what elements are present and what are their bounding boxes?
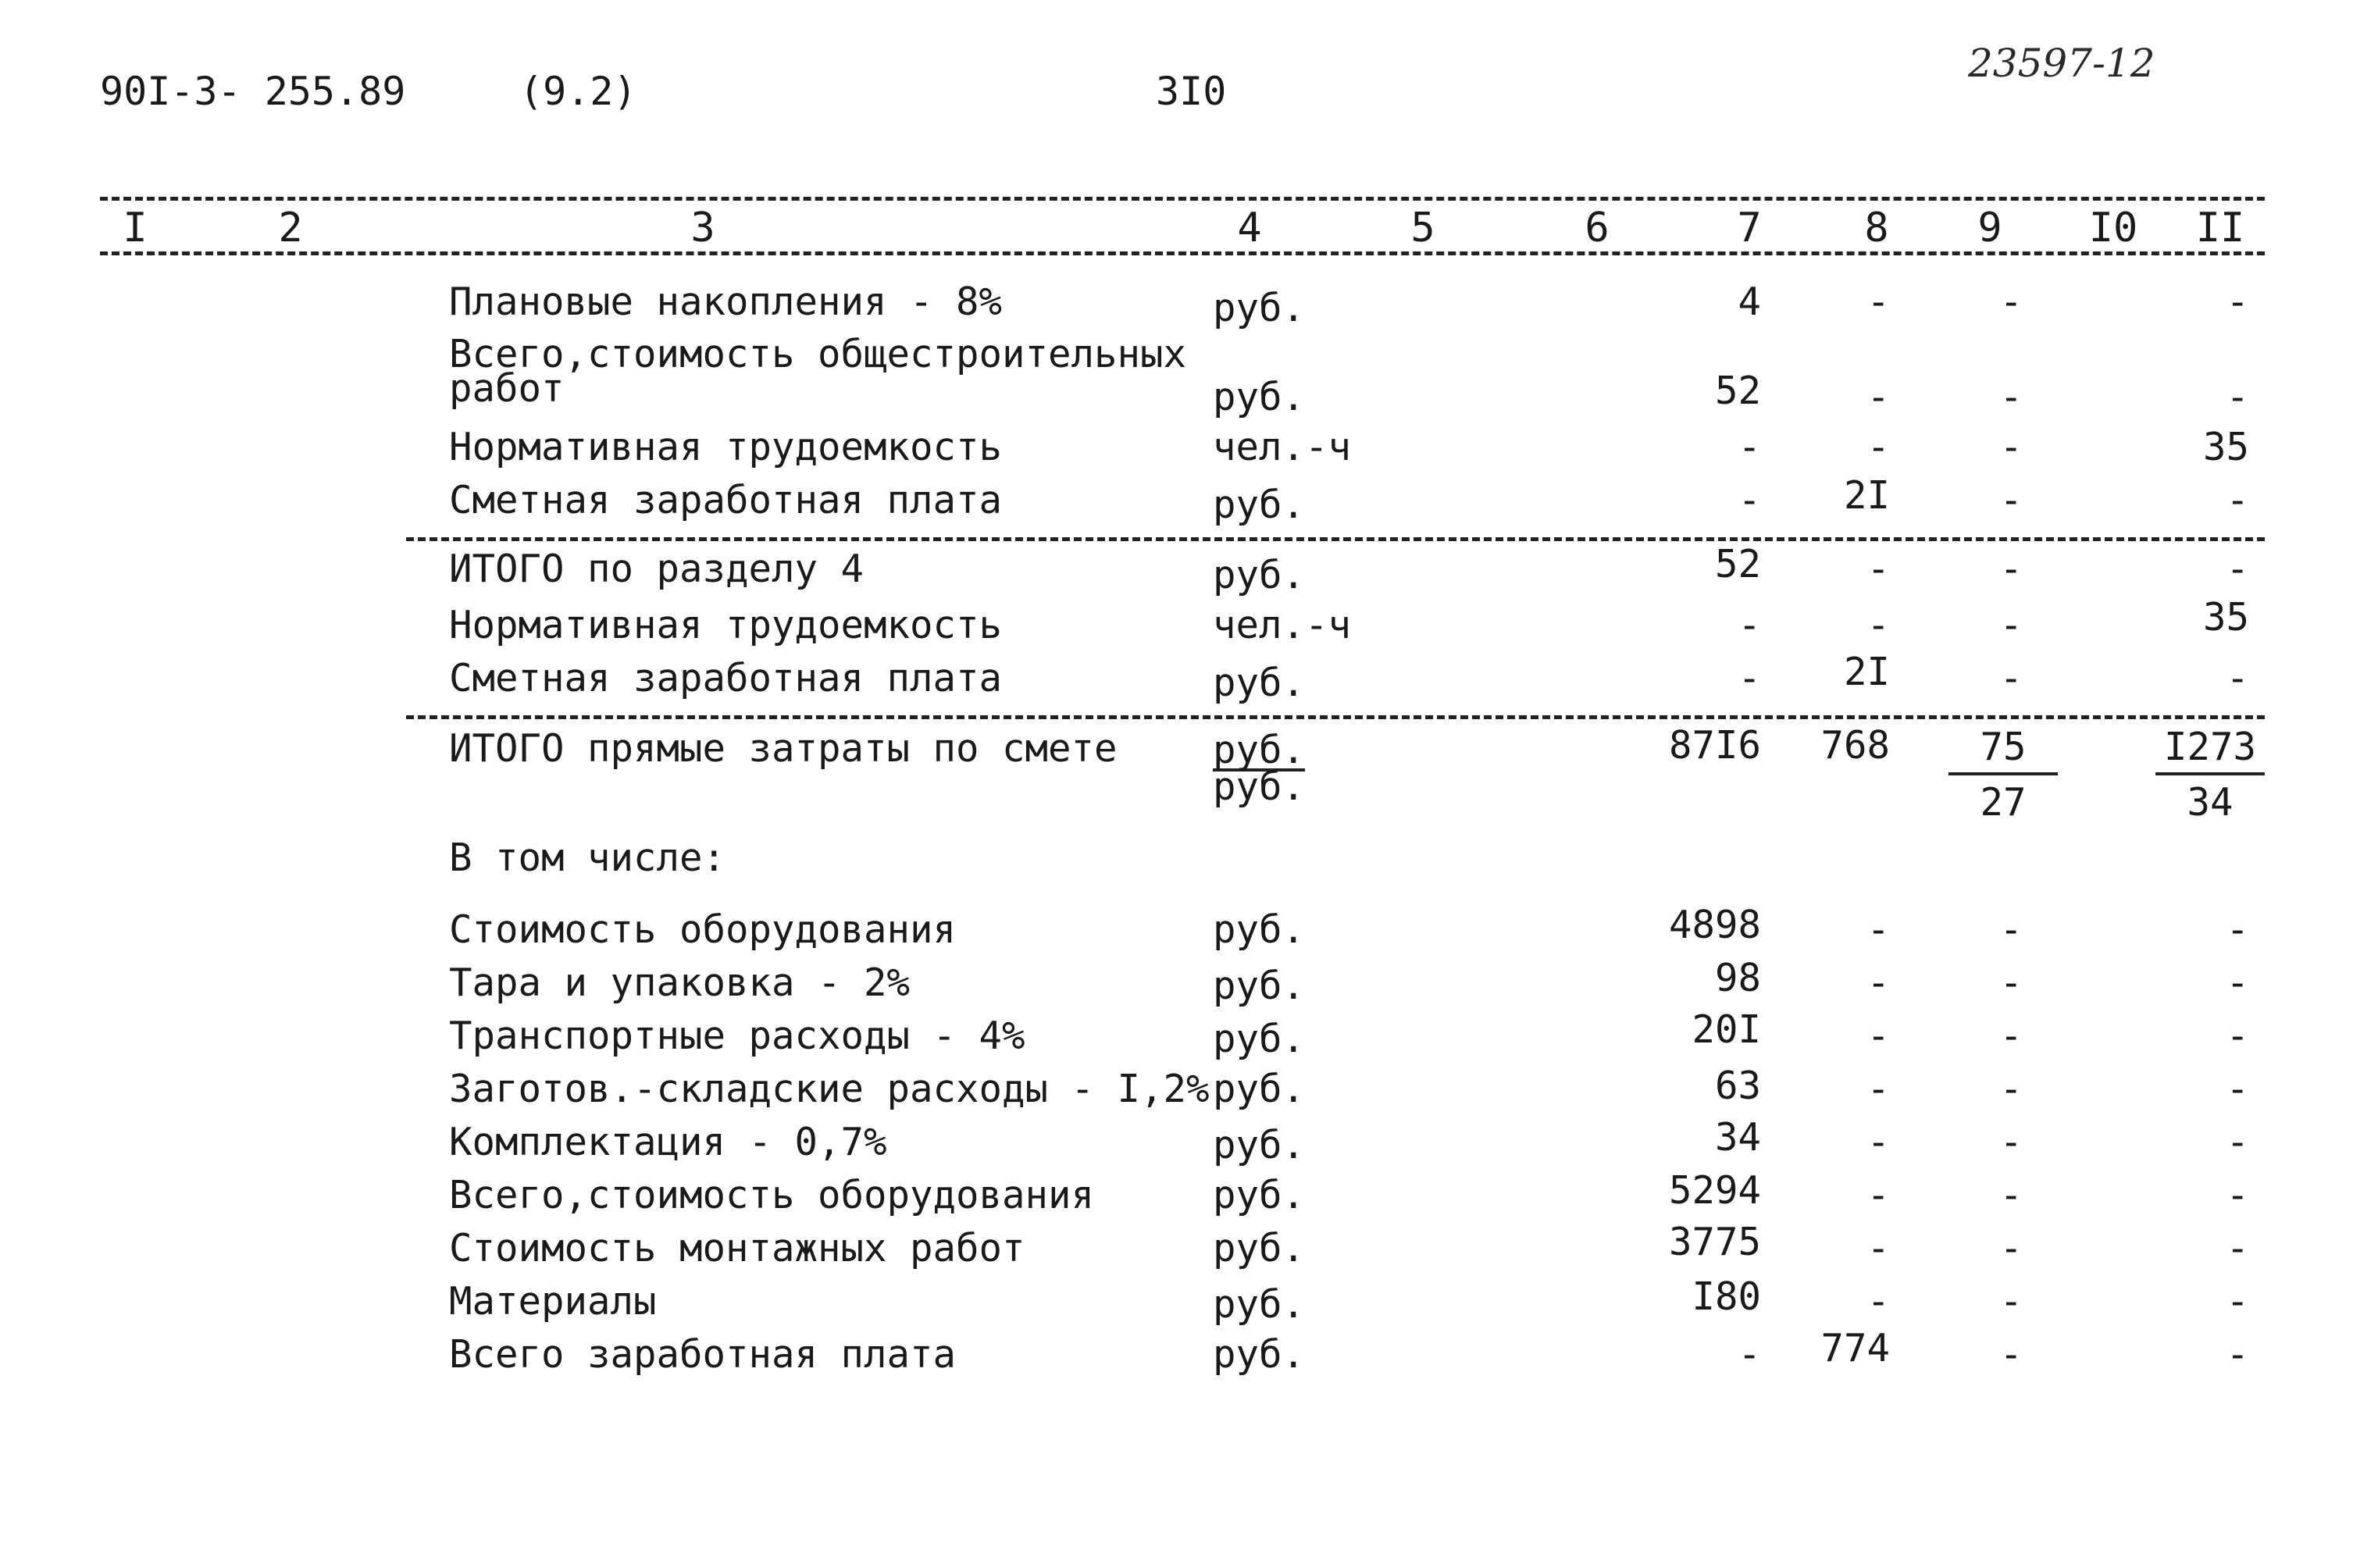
cell-col8: - — [1866, 280, 1890, 324]
totals-description: ИТОГО прямые затраты по смете — [449, 726, 1118, 771]
cell-col8: - — [1866, 1226, 1890, 1270]
col-9-label: 9 — [1977, 205, 2002, 251]
col-8-label: 8 — [1864, 205, 1889, 251]
row-unit: руб. — [1213, 1017, 1306, 1061]
cell-col11: - — [2226, 1279, 2249, 1324]
table-row — [0, 1168, 2353, 1228]
cell-col11: 35 — [2202, 595, 2249, 640]
table-row — [0, 1274, 2353, 1334]
cell-col9: - — [1999, 280, 2023, 324]
cell-col8: 2I — [1843, 650, 1890, 694]
row-description: Транспортные расходы - 4% — [449, 1014, 1025, 1058]
cell-col11: - — [2226, 478, 2249, 522]
cell-col7: 63 — [1714, 1064, 1761, 1108]
cell-col8: 2I — [1843, 473, 1890, 518]
cell-col9: - — [1999, 547, 2023, 591]
totals-unit-fraction — [1213, 728, 1306, 809]
cell-col7: I80 — [1692, 1274, 1761, 1319]
table-row — [0, 1220, 2353, 1281]
row-unit: руб. — [1213, 483, 1306, 527]
cell-col9: - — [1999, 656, 2023, 700]
cell-col7: 4 — [1738, 280, 1761, 324]
cell-col7: - — [1738, 1332, 1761, 1377]
cell-col11: - — [2226, 1332, 2249, 1377]
table-row — [0, 542, 2353, 601]
table-row — [0, 1326, 2353, 1387]
table-row — [0, 1007, 2353, 1068]
row-description: Плановые накопления - 8% — [449, 280, 1003, 324]
header-bottom-rule — [100, 251, 2265, 255]
table-row — [0, 280, 2353, 334]
cell-col7: 34 — [1714, 1115, 1761, 1160]
cell-col7: 5294 — [1668, 1168, 1761, 1213]
cell-col7: 20I — [1692, 1007, 1761, 1052]
row-unit: руб. — [1213, 964, 1306, 1008]
table-row — [0, 903, 2353, 962]
cell-col9: - — [1999, 907, 2023, 952]
cell-col8: 774 — [1820, 1326, 1890, 1370]
table-row — [0, 956, 2353, 1015]
cell-col9: - — [1999, 425, 2023, 469]
row-unit: руб. — [1213, 1282, 1306, 1327]
row-description: Сметная заработная плата — [449, 656, 1003, 700]
cell-col9: - — [1999, 1226, 2023, 1270]
table-row — [0, 1064, 2353, 1121]
document-code: 90I-3- 255.89 — [100, 69, 406, 114]
totals-row — [0, 723, 2353, 825]
cell-col8: - — [1866, 547, 1890, 591]
cell-col7: - — [1738, 656, 1761, 700]
col-2-label: 2 — [278, 205, 303, 251]
row-description: Тара и упаковка - 2% — [449, 960, 911, 1005]
row-unit: руб. — [1213, 661, 1306, 705]
col-4-label: 4 — [1237, 205, 1262, 251]
row-description: Материалы — [449, 1279, 657, 1324]
cell-col11: - — [2226, 907, 2249, 952]
row-unit: руб. — [1213, 1123, 1306, 1167]
header-top-rule — [100, 197, 2265, 201]
section-divider — [406, 715, 2265, 719]
col-10-label: I0 — [2088, 205, 2138, 251]
cell-col11: - — [2226, 280, 2249, 324]
row-description — [449, 332, 1187, 411]
archive-number: 23597-12 — [1968, 41, 2155, 86]
cell-col9: - — [1999, 960, 2023, 1005]
cell-col9: - — [1999, 603, 2023, 647]
cell-col7: - — [1738, 603, 1761, 647]
cell-col11: - — [2226, 1067, 2249, 1111]
cell-col11: - — [2226, 547, 2249, 591]
col-11-label: II — [2195, 205, 2245, 251]
col-1-label: I — [123, 205, 148, 251]
cell-col9: - — [1999, 1014, 2023, 1058]
table-row — [0, 425, 2353, 479]
cell-col11: - — [2226, 1120, 2249, 1164]
col9-denominator: 27 — [1980, 780, 2027, 825]
col11-numerator: I273 — [2155, 725, 2265, 775]
cell-col9: - — [1999, 1173, 2023, 1217]
row-unit: руб. — [1213, 907, 1306, 952]
table-row — [0, 650, 2353, 711]
cell-col11: - — [2226, 1226, 2249, 1270]
row-unit: руб. — [1213, 1226, 1306, 1270]
cell-col9: - — [1999, 375, 2023, 419]
cell-col9: - — [1999, 1067, 2023, 1111]
col9-numerator: 75 — [1948, 725, 2058, 775]
cell-col7: 52 — [1714, 542, 1761, 586]
row-description: Стоимость монтажных работ — [449, 1226, 1025, 1270]
totals-unit-top: руб. — [1213, 728, 1306, 772]
cell-col11-fraction — [2155, 725, 2265, 825]
cell-col8: - — [1866, 1173, 1890, 1217]
cell-col9: - — [1999, 1332, 2023, 1377]
col11-denominator: 34 — [2187, 780, 2234, 825]
section-number: (9.2) — [519, 69, 637, 114]
row-description: Всего заработная плата — [449, 1332, 957, 1377]
row-unit: руб. — [1213, 1332, 1306, 1377]
row-unit: чел.-ч — [1213, 603, 1352, 647]
table-row — [0, 595, 2353, 657]
row-unit: руб. — [1213, 286, 1306, 330]
cell-col9: - — [1999, 1120, 2023, 1164]
cell-col8: - — [1866, 1120, 1890, 1164]
cell-col8: - — [1866, 375, 1890, 419]
col-5-label: 5 — [1410, 205, 1435, 251]
cell-col8: - — [1866, 1014, 1890, 1058]
row-description: ИТОГО по разделу 4 — [449, 547, 865, 591]
cell-col9: - — [1999, 478, 2023, 522]
cell-col8: - — [1866, 1279, 1890, 1324]
row-unit: чел.-ч — [1213, 425, 1352, 469]
row-unit: руб. — [1213, 553, 1306, 597]
col-7-label: 7 — [1737, 205, 1762, 251]
cell-col8: - — [1866, 907, 1890, 952]
cell-col8: 768 — [1820, 723, 1890, 768]
row-description: Нормативная трудоемкость — [449, 425, 1003, 469]
cell-col11: - — [2226, 375, 2249, 419]
cell-col7: 4898 — [1668, 903, 1761, 947]
section-divider — [406, 537, 2265, 541]
cell-col7: - — [1738, 425, 1761, 469]
row-description-line: Всего,стоимость общестроительных работ — [449, 332, 1187, 411]
row-description: Нормативная трудоемкость — [449, 603, 1003, 647]
cell-col8: - — [1866, 960, 1890, 1005]
row-description: Стоимость оборудования — [449, 907, 957, 952]
cell-col7: - — [1738, 478, 1761, 522]
cell-col7: 98 — [1714, 956, 1761, 1000]
cell-col7: 52 — [1714, 369, 1761, 413]
table-row — [0, 1115, 2353, 1174]
row-unit: руб. — [1213, 375, 1306, 419]
cell-col8: - — [1866, 425, 1890, 469]
subheading-row — [0, 836, 2353, 890]
col-6-label: 6 — [1585, 205, 1610, 251]
cell-col11: 35 — [2202, 425, 2249, 469]
including-label: В том числе: — [449, 836, 726, 880]
page-number: 3I0 — [1156, 69, 1227, 114]
cell-col7: 3775 — [1668, 1220, 1761, 1264]
table-row — [0, 473, 2353, 533]
cell-col9: - — [1999, 1279, 2023, 1324]
col-3-label: 3 — [690, 205, 715, 251]
table-row — [0, 332, 2353, 419]
cell-col7: 87I6 — [1668, 723, 1761, 768]
row-description: Комплектация - 0,7% — [449, 1120, 887, 1164]
cell-col8: - — [1866, 1067, 1890, 1111]
cell-col11: - — [2226, 1173, 2249, 1217]
cell-col11: - — [2226, 656, 2249, 700]
cell-col9-fraction — [1948, 725, 2058, 825]
row-description: Сметная заработная плата — [449, 478, 1003, 522]
totals-unit-bottom: руб. — [1213, 764, 1306, 809]
cell-col11: - — [2226, 960, 2249, 1005]
row-unit: руб. — [1213, 1173, 1306, 1217]
row-description: Заготов.-складские расходы - I,2% — [449, 1067, 1210, 1111]
row-unit: руб. — [1213, 1067, 1306, 1111]
cell-col11: - — [2226, 1014, 2249, 1058]
row-description: Всего,стоимость оборудования — [449, 1173, 1095, 1217]
cell-col8: - — [1866, 603, 1890, 647]
